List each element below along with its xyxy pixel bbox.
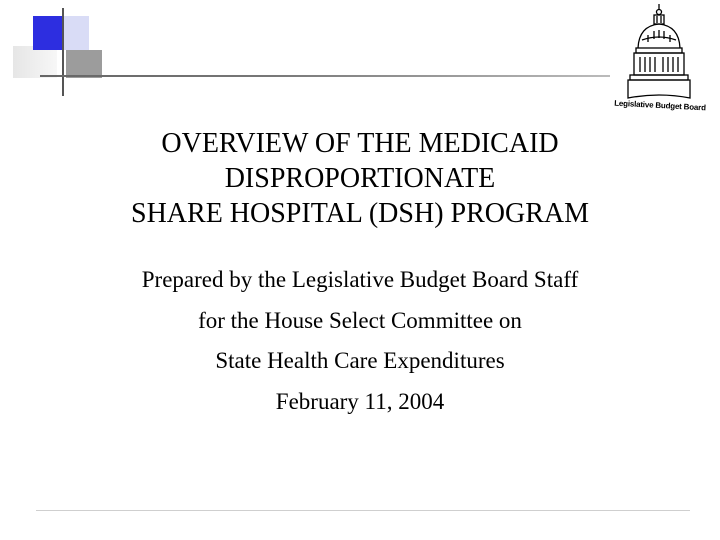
decor-lightblue-square	[63, 16, 89, 50]
title-line: DISPROPORTIONATE	[224, 163, 496, 194]
decor-vertical-line	[62, 8, 64, 96]
decor-top-rule	[40, 75, 610, 77]
decor-blue-square	[33, 16, 63, 50]
body-line: Prepared by the Legislative Budget Board Staff	[141, 267, 579, 292]
logo-label: Legislative Budget Board	[613, 98, 707, 113]
decor-grey-square	[13, 46, 57, 78]
capitol-dome-icon	[612, 2, 708, 102]
body-line: State Health Care Expenditures	[215, 348, 505, 373]
title-line: OVERVIEW OF THE MEDICAID	[161, 128, 559, 159]
decor-bottom-rule	[36, 510, 690, 511]
title-line: SHARE HOSPITAL (DSH) PROGRAM	[131, 198, 589, 229]
body-line: for the House Select Committee on	[198, 307, 522, 333]
lbb-logo	[612, 2, 708, 114]
slide-title	[60, 126, 660, 231]
slide-body	[60, 265, 660, 427]
decor-dark-grey-square	[66, 50, 102, 78]
body-line-date: February 11, 2004	[275, 388, 445, 414]
